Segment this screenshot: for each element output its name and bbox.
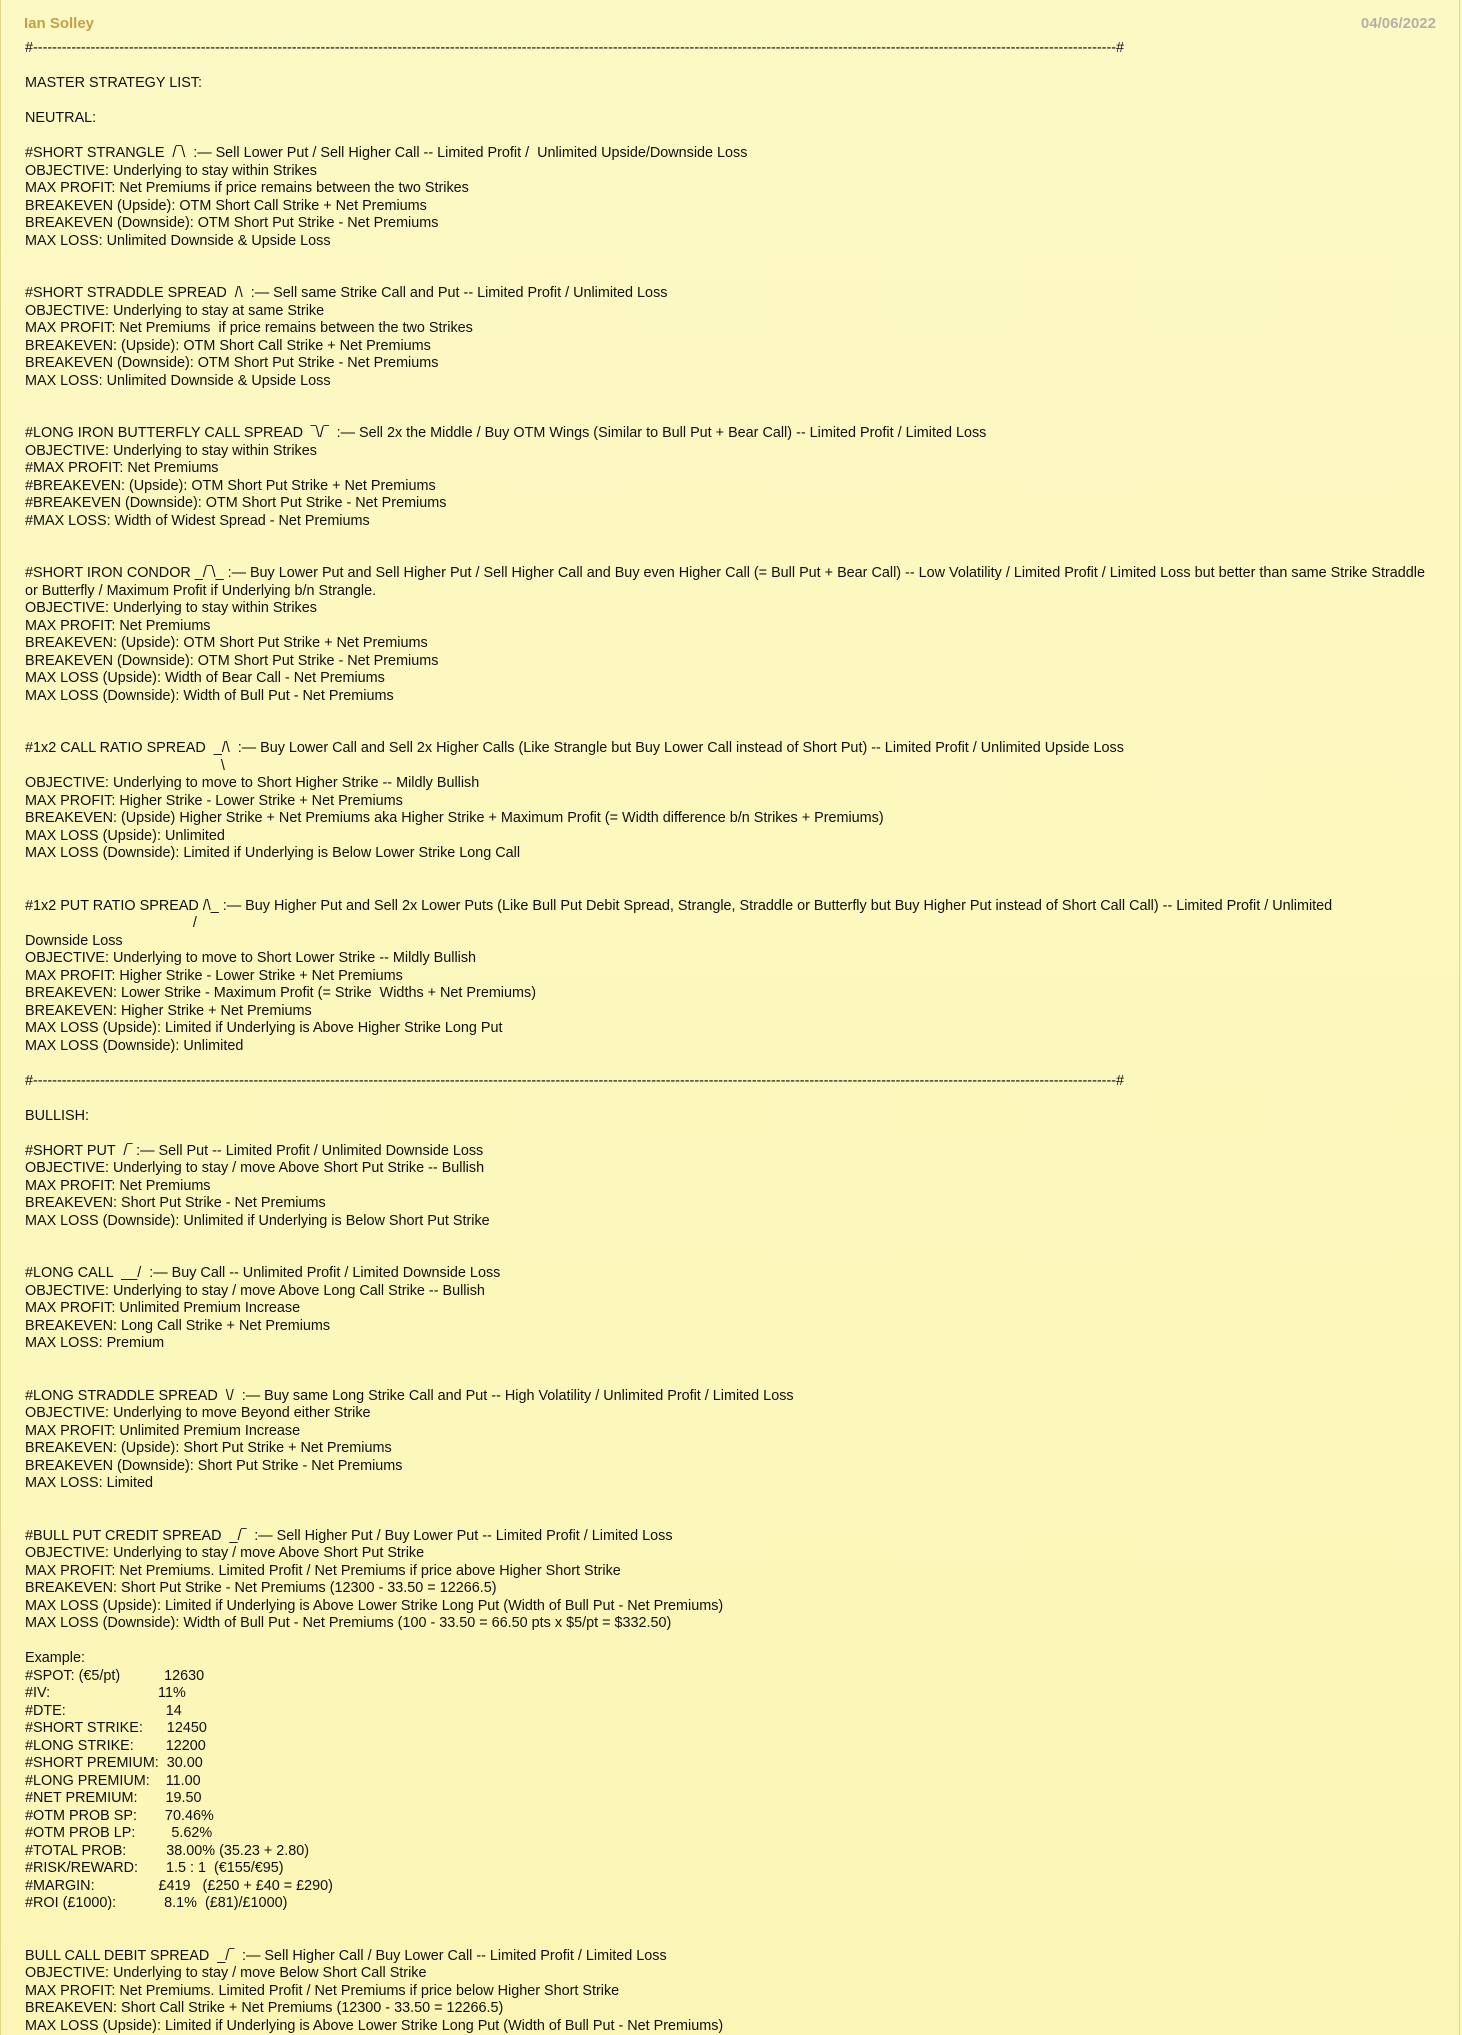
- note-line: OBJECTIVE: Underlying to stay / move Above Long Call Strike -- Bullish: [25, 1282, 485, 1299]
- note-line: BULLISH:: [25, 1107, 89, 1124]
- note-line: #BULL PUT CREDIT SPREAD _/‾ :— Sell Higher Put / Buy Lower Put -- Limited Profit / Limited Loss: [25, 1527, 673, 1544]
- note-line: [25, 548, 1425, 566]
- note-line: BREAKEVEN: (Upside): OTM Short Call Strike + Net Premiums: [25, 337, 431, 354]
- note-line: BREAKEVEN (Downside): OTM Short Put Strike - Net Premiums: [25, 215, 439, 231]
- note-line: [25, 128, 1425, 146]
- note-line: MAX LOSS (Downside): Unlimited if Underlying is Below Short Put Strike: [25, 1212, 490, 1229]
- note-line: OBJECTIVE: Underlying to stay / move Above Short Put Strike: [25, 1545, 425, 1561]
- note-line: BULL CALL DEBIT SPREAD _/‾ :— Sell Higher Call / Buy Lower Call -- Limited Profit / Limited Loss: [25, 1947, 667, 1964]
- note-line: [25, 1913, 1425, 1931]
- note-line: BREAKEVEN: Short Put Strike - Net Premiums: [25, 1195, 326, 1211]
- note-line: #SHORT STRIKE: 12450: [25, 1720, 207, 1736]
- note-header: [1, 0, 1459, 44]
- note-line: BREAKEVEN: Short Put Strike - Net Premiums (12300 - 33.50 = 12266.5): [25, 1580, 497, 1596]
- note-line: #----------------------------------------------------------------------------------------------------------------------------------------------------------------------------------------------------------------------------------#: [25, 40, 1125, 56]
- note-line: #MARGIN: £419 (£250 + £40 = £290): [25, 1877, 333, 1894]
- note-line: [25, 390, 1425, 408]
- note-line: OBJECTIVE: Underlying to stay at same Strike: [25, 302, 325, 319]
- note-line: OBJECTIVE: Underlying to stay / move Below Short Call Strike: [25, 1965, 427, 1981]
- note-line: #LONG STRADDLE SPREAD \/ :— Buy same Long Strike Call and Put -- High Volatility / Unlimited Profit / Limited Loss: [25, 1387, 794, 1404]
- note-line: Example:: [25, 1650, 85, 1666]
- note-line: OBJECTIVE: Underlying to stay within Strikes: [25, 162, 317, 179]
- note-line: #MAX PROFIT: Net Premiums: [25, 460, 219, 476]
- note-line: MAX LOSS (Downside): Unlimited: [25, 1037, 244, 1054]
- note-line: BREAKEVEN (Downside): Short Put Strike - Net Premiums: [25, 1457, 403, 1474]
- note-line: BREAKEVEN (Upside): OTM Short Call Strike + Net Premiums: [25, 197, 427, 214]
- note-line: #DTE: 14: [25, 1702, 182, 1719]
- note-line: MAX LOSS (Downside): Width of Bull Put - Net Premiums (100 - 33.50 = 66.50 pts x $5/pt = $332.50): [25, 1615, 672, 1631]
- note-line: MAX LOSS (Upside): Limited if Underlying is Above Higher Strike Long Put: [25, 1020, 503, 1036]
- note-line: [25, 1930, 1425, 1948]
- note-line: [25, 268, 1425, 286]
- note-line: MAX LOSS (Upside): Width of Bear Call - Net Premiums: [25, 670, 385, 686]
- note-line: MAX PROFIT: Unlimited Premium Increase: [25, 1300, 301, 1316]
- note-line: #BREAKEVEN (Downside): OTM Short Put Strike - Net Premiums: [25, 495, 447, 511]
- note-line: OBJECTIVE: Underlying to move to Short Higher Strike -- Mildly Bullish: [25, 775, 480, 791]
- note-line: BREAKEVEN (Downside): OTM Short Put Strike - Net Premiums: [25, 355, 439, 371]
- note-line: #LONG IRON BUTTERFLY CALL SPREAD ‾\/‾ :— Sell 2x the Middle / Buy OTM Wings (Similar to Bull Put + Bear Call) -- Limited Profit / Limited Loss: [25, 425, 987, 441]
- note-line: [25, 705, 1425, 723]
- note-line: [25, 1510, 1425, 1528]
- note-line: #IV: 11%: [25, 1685, 186, 1701]
- note-line: [25, 1248, 1425, 1266]
- note-line: MAX PROFIT: Higher Strike - Lower Strike + Net Premiums: [25, 792, 403, 809]
- note-line: MAX LOSS (Upside): Limited if Underlying is Above Lower Strike Long Put (Width of Bull Put - Net Premiums): [25, 1597, 724, 1614]
- note-line: [25, 1633, 1425, 1651]
- note-line: MAX LOSS: Premium: [25, 1335, 165, 1351]
- note-line: #NET PREMIUM: 19.50: [25, 1790, 202, 1806]
- note-line: MAX PROFIT: Net Premiums. Limited Profit / Net Premiums if price above Higher Short Strike: [25, 1562, 621, 1579]
- note-line: Downside Loss: [25, 932, 123, 949]
- note-line: [25, 1493, 1425, 1511]
- note-author: Ian Solley: [24, 15, 95, 32]
- note-line: #LONG PREMIUM: 11.00: [25, 1772, 201, 1789]
- note-line: MAX PROFIT: Net Premiums if price remains between the two Strikes: [25, 180, 469, 196]
- note-date: 04/06/2022: [1360, 15, 1436, 32]
- note-line: /: [25, 915, 197, 931]
- note-line: [25, 1055, 1425, 1073]
- note-line: MAX LOSS (Downside): Width of Bull Put - Net Premiums: [25, 687, 394, 704]
- note-line: #LONG CALL __/ :— Buy Call -- Unlimited Profit / Limited Downside Loss: [25, 1265, 501, 1281]
- note-line: MAX LOSS: Unlimited Downside & Upside Loss: [25, 232, 331, 249]
- note-line: BREAKEVEN: Short Call Strike + Net Premiums (12300 - 33.50 = 12266.5): [25, 2000, 504, 2016]
- note-line: #SHORT STRANGLE /‾\ :— Sell Lower Put / Sell Higher Call -- Limited Profit / Unlimited Upside/Downside Loss: [25, 145, 748, 161]
- note-line: [25, 58, 1425, 76]
- note-body[interactable]: [25, 40, 1425, 2035]
- note-line: BREAKEVEN: Lower Strike - Maximum Profit (= Strike Widths + Net Premiums): [25, 985, 536, 1001]
- note-line: #SHORT IRON CONDOR _/‾\_ :— Buy Lower Put and Sell Higher Put / Sell Higher Call and Buy even Higher Call (= Bull Put + Bear Call) -- Low Volatility / Limited Profit / Limited Loss but better than same Strike Straddle or Butterfly / Maximum Profit if Underlying b/n Strangle.: [25, 565, 1425, 599]
- note-line: MAX PROFIT: Higher Strike - Lower Strike + Net Premiums: [25, 967, 403, 984]
- note-line: [25, 880, 1425, 898]
- note-line: MAX LOSS: Limited: [25, 1475, 153, 1491]
- note-line: OBJECTIVE: Underlying to stay within Strikes: [25, 442, 317, 459]
- note-line: MAX PROFIT: Net Premiums. Limited Profit / Net Premiums if price below Higher Short Strike: [25, 1982, 620, 1999]
- note-line: MAX PROFIT: Unlimited Premium Increase: [25, 1422, 301, 1439]
- note-line: [25, 93, 1425, 111]
- note-line: MAX LOSS: Unlimited Downside & Upside Loss: [25, 372, 331, 389]
- note-line: #MAX LOSS: Width of Widest Spread - Net Premiums: [25, 512, 370, 529]
- note-line: BREAKEVEN: (Upside): Short Put Strike + Net Premiums: [25, 1440, 392, 1456]
- note-line: BREAKEVEN: (Upside) Higher Strike + Net Premiums aka Higher Strike + Maximum Profit (= Width difference b/n Strikes + Premiums): [25, 810, 884, 826]
- note-line: #BREAKEVEN: (Upside): OTM Short Put Strike + Net Premiums: [25, 477, 436, 494]
- note-line: BREAKEVEN: Long Call Strike + Net Premiums: [25, 1317, 331, 1334]
- note-line: BREAKEVEN: Higher Strike + Net Premiums: [25, 1002, 312, 1019]
- note-line: OBJECTIVE: Underlying to stay within Strikes: [25, 600, 317, 616]
- note-line: [25, 1125, 1425, 1143]
- note-line: [25, 1230, 1425, 1248]
- note-line: [25, 408, 1425, 426]
- note-line: MASTER STRATEGY LIST:: [25, 75, 202, 91]
- note-line: [25, 250, 1425, 268]
- note-line: [25, 1353, 1425, 1371]
- note-line: #LONG STRIKE: 12200: [25, 1737, 206, 1754]
- note-line: #SHORT PREMIUM: 30.00: [25, 1755, 203, 1771]
- note-line: OBJECTIVE: Underlying to move Beyond either Strike: [25, 1405, 371, 1421]
- note-line: MAX LOSS (Upside): Limited if Underlying is Above Lower Strike Long Put (Width of Bull Put - Net Premiums): [25, 2017, 724, 2034]
- note-line: [25, 723, 1425, 741]
- note-line: #OTM PROB LP: 5.62%: [25, 1825, 213, 1841]
- note-line: NEUTRAL:: [25, 110, 97, 126]
- note-line: MAX PROFIT: Net Premiums: [25, 1177, 211, 1194]
- note-line: #1x2 PUT RATIO SPREAD /\_ :— Buy Higher Put and Sell 2x Lower Puts (Like Bull Put Debit Spread, Strangle, Straddle or Butterfly but Buy Higher Put instead of Short Call Call) -- Limited Profit / Unlimited: [25, 897, 1333, 914]
- note-line: \: [25, 757, 225, 774]
- note-line: MAX LOSS (Upside): Unlimited: [25, 827, 225, 844]
- note-line: #----------------------------------------------------------------------------------------------------------------------------------------------------------------------------------------------------------------------------------#: [25, 1072, 1125, 1089]
- note-line: MAX LOSS (Downside): Limited if Underlying is Below Lower Strike Long Call: [25, 845, 521, 861]
- note-line: [25, 1090, 1425, 1108]
- note-line: #RISK/REWARD: 1.5 : 1 (€155/€95): [25, 1860, 284, 1876]
- note-line: [25, 863, 1425, 881]
- note-line: BREAKEVEN: (Upside): OTM Short Put Strike + Net Premiums: [25, 635, 428, 651]
- note-line: MAX PROFIT: Net Premiums if price remains between the two Strikes: [25, 320, 473, 336]
- note-line: #OTM PROB SP: 70.46%: [25, 1807, 214, 1824]
- note-line: [25, 1370, 1425, 1388]
- note-line: MAX PROFIT: Net Premiums: [25, 617, 211, 634]
- note-line: #TOTAL PROB: 38.00% (35.23 + 2.80): [25, 1842, 310, 1859]
- note-line: [25, 530, 1425, 548]
- note-line: #SHORT PUT /‾ :— Sell Put -- Limited Profit / Unlimited Downside Loss: [25, 1142, 484, 1159]
- note-line: OBJECTIVE: Underlying to stay / move Above Short Put Strike -- Bullish: [25, 1160, 485, 1176]
- note-line: #SPOT: (€5/pt) 12630: [25, 1667, 205, 1684]
- note-line: BREAKEVEN (Downside): OTM Short Put Strike - Net Premiums: [25, 652, 439, 669]
- note-line: #ROI (£1000): 8.1% (£81)/£1000): [25, 1895, 288, 1911]
- note-line: #1x2 CALL RATIO SPREAD _/\ :— Buy Lower Call and Sell 2x Higher Calls (Like Strangle but Buy Lower Call instead of Short Put) -- Limited Profit / Unlimited Upside Loss: [25, 740, 1124, 756]
- note-line: #SHORT STRADDLE SPREAD /\ :— Sell same Strike Call and Put -- Limited Profit / Unlimited Loss: [25, 285, 668, 301]
- note-line: OBJECTIVE: Underlying to move to Short Lower Strike -- Mildly Bullish: [25, 950, 477, 966]
